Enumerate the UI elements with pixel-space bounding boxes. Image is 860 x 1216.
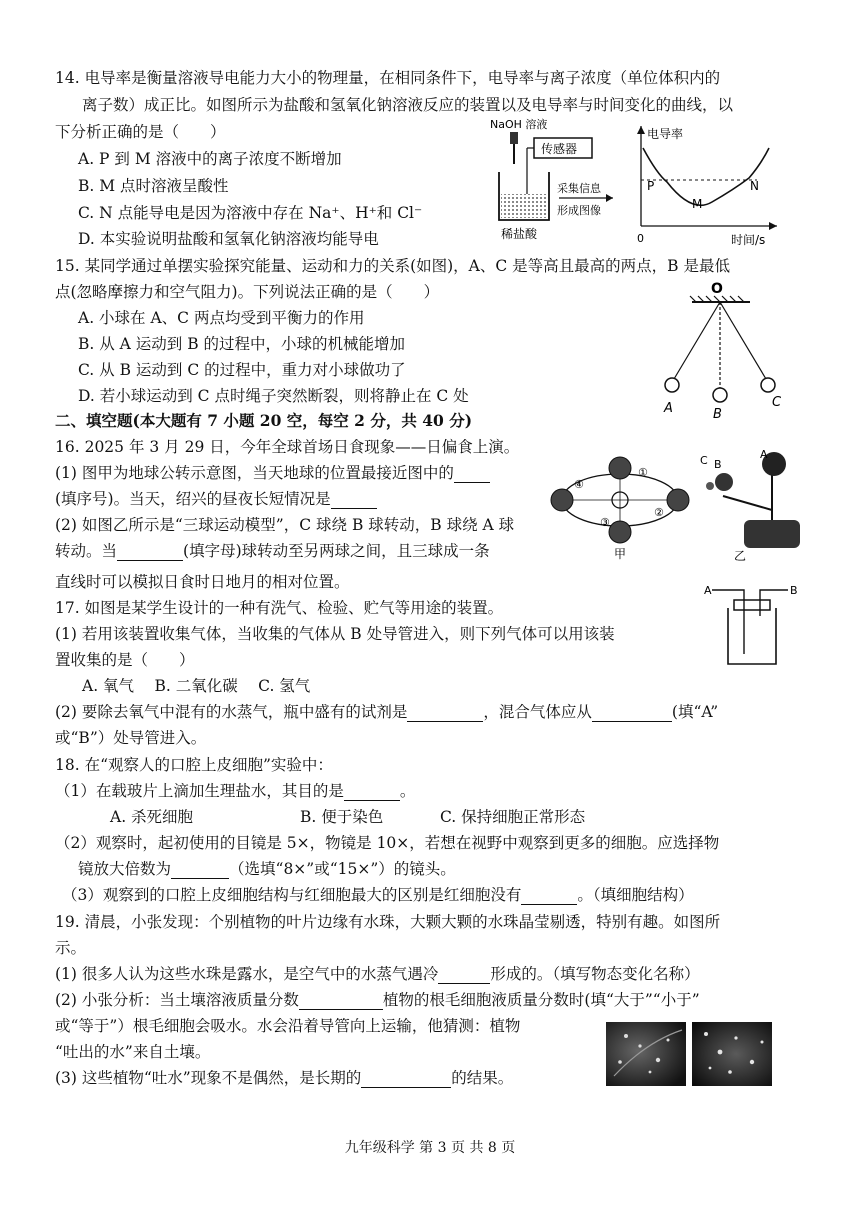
q17-part1-line2: 置收集的是（ ） [55, 651, 195, 669]
q16-part2-post: (填字母)球转动至另两球之间，且三球成一条 [183, 542, 490, 560]
q15-stem-line1: 15. 某同学通过单摆实验探究能量、运动和力的关系(如图)，A、C 是等高且最高的两点，B 是最低 [55, 257, 730, 275]
q18-part3-post: 。（填细胞结构） [577, 886, 694, 904]
q15-option-d: D. 若小球运动到 C 点时绳子突然断裂，则将静止在 C 处 [78, 387, 469, 405]
q17-blank-inlet[interactable] [592, 705, 672, 722]
sensor-label: 传感器 [541, 142, 578, 156]
label-b: B [714, 458, 722, 471]
ball-c [761, 378, 775, 392]
label-a: A [664, 401, 673, 416]
q16-part2-pre: 转动。当 [55, 542, 118, 560]
q14-option-d: D. 本实验说明盐酸和氢氧化钠溶液均能导电 [78, 230, 379, 248]
ball-a [665, 378, 679, 392]
inlet-b-label: B [790, 584, 798, 597]
q18-blank-structure[interactable] [521, 888, 577, 905]
q18-part2-pre: 镜放大倍数为 [78, 860, 172, 878]
q18-option-b: B. 便于染色 [300, 808, 384, 826]
q17-part2-line1 [55, 702, 718, 722]
origin-label: 0 [637, 232, 644, 245]
q16-part1-line1 [55, 463, 490, 483]
q19-part3-post: 的结果。 [451, 1069, 514, 1087]
label-a: A [760, 448, 768, 461]
q16-figure [548, 446, 808, 562]
ball-c-icon [706, 482, 714, 490]
q19-blank-evolution[interactable] [361, 1071, 451, 1088]
q19-stem-line1: 19. 清晨，小张发现：个别植物的叶片边缘有水珠，大颗大颗的水珠晶莹剔透，特别有趣。如图所 [55, 913, 721, 931]
point-p: P [647, 179, 655, 193]
q18-option-c: C. 保持细胞正常形态 [440, 808, 586, 826]
q18-part3 [62, 885, 694, 905]
q19-part2-line3: “吐出的水”来自土壤。 [55, 1043, 211, 1061]
x-axis-label: 时间/s [731, 233, 766, 247]
q16-stem: 16. 2025 年 3 月 29 日，今年全球首场日食现象——日偏食上演。 [55, 438, 520, 456]
ball-b-icon [715, 473, 733, 491]
q17-part1-line1: (1) 若用该装置收集气体，当收集的气体从 B 处导管进入，则下列气体可以用该装 [55, 625, 615, 643]
q16-part2-line1: (2) 如图乙所示是“三球运动模型”，C 球绕 B 球转动，B 球绕 A 球 [55, 516, 515, 534]
leaf-photo-left [606, 1022, 686, 1086]
q19-part2-pre: (2) 小张分析：当土壤溶液质量分数 [55, 991, 299, 1009]
q14-option-b: B. M 点时溶液呈酸性 [78, 177, 229, 195]
earth-position-1-icon [609, 457, 631, 479]
q16-blank-ball[interactable] [117, 544, 183, 561]
pivot-label-o: O [711, 281, 723, 297]
q19-part2-line1 [55, 990, 700, 1010]
marker-4: ④ [574, 478, 584, 491]
q16-blank-position[interactable] [454, 466, 490, 483]
marker-1: ① [638, 466, 648, 479]
q15-stem-line2: 点(忽略摩擦力和空气阻力)。下列说法正确的是（ ） [55, 283, 440, 301]
q19-blank-comparison[interactable] [299, 993, 383, 1010]
q18-part2-post: （选填“8×”或“15×”）的镜头。 [229, 860, 456, 878]
string-c [720, 302, 766, 379]
q14-stem-line1: 14. 电导率是衡量溶液导电能力大小的物理量，在相同条件下，电导率与离子浓度（单位体积内的 [55, 69, 721, 87]
section-two-heading: 二、填空题(本大题有 7 小题 20 空，每空 2 分，共 40 分) [55, 411, 473, 430]
q19-part1 [55, 964, 700, 984]
q18-part3-pre: （3）观察到的口腔上皮细胞结构与红细胞最大的区别是红细胞没有 [62, 886, 522, 904]
earth-position-3-icon [609, 521, 631, 543]
q19-stem-line2: 示。 [55, 939, 87, 957]
inlet-a-label: A [704, 584, 712, 597]
acid-label: 稀盐酸 [501, 227, 538, 241]
q14-option-a: A. P 到 M 溶液中的离子浓度不断增加 [78, 150, 342, 168]
q17-blank-reagent[interactable] [407, 705, 483, 722]
bottle [728, 608, 776, 664]
q17-stem: 17. 如图是某学生设计的一种有洗气、检验、贮气等用途的装置。 [55, 599, 504, 617]
y-axis-label: 电导率 [647, 127, 684, 141]
q15-option-b: B. 从 A 运动到 B 的过程中，小球的机械能增加 [78, 335, 406, 353]
label-b: B [713, 407, 722, 420]
dropper-bulb [510, 132, 518, 144]
q16-part2-line2 [55, 541, 490, 561]
q15-pendulum-figure [650, 280, 800, 420]
figure-yi-label: 乙 [734, 549, 747, 562]
earth-position-2-icon [667, 489, 689, 511]
q19-part3-pre: (3) 这些植物“吐水”现象不是偶然，是长期的 [55, 1069, 362, 1087]
q16-part1-text2: (填序号)。当天，绍兴的昼夜长短情况是 [55, 490, 331, 508]
conductivity-curve [643, 148, 769, 205]
q19-part1-post: 形成的。（填写物态变化名称） [490, 965, 700, 983]
q16-blank-daylength[interactable] [331, 492, 377, 509]
point-n: N [750, 179, 759, 193]
q18-blank-purpose[interactable] [344, 784, 400, 801]
q16-part1-text: (1) 图甲为地球公转示意图，当天地球的位置最接近图中的 [55, 464, 454, 482]
figure-jia-label: 甲 [614, 547, 627, 561]
q17-options: A. 氧气 B. 二氧化碳 C. 氢气 [82, 677, 311, 695]
q18-option-a: A. 杀死细胞 [110, 808, 194, 826]
stopper [734, 600, 770, 610]
q17-part2-line2: 或“B”）处导管进入。 [55, 729, 207, 747]
model-base [744, 520, 800, 548]
q14-figure [487, 116, 787, 251]
q17-part2-text3: (填“A” [671, 703, 719, 721]
string-a [674, 302, 720, 379]
form-label: 形成图像 [557, 204, 601, 217]
q16-part2-line3: 直线时可以模拟日食时日地月的相对位置。 [55, 573, 350, 591]
q19-part1-pre: (1) 很多人认为这些水珠是露水，是空气中的水蒸气遇冷 [55, 965, 439, 983]
q19-blank-phase-change[interactable] [438, 967, 490, 984]
q14-stem-line2: 离子数）成正比。如图所示为盐酸和氢氧化钠溶液反应的装置以及电导率与时间变化的曲线，以 [82, 96, 734, 114]
q18-part2-line2 [78, 859, 456, 879]
collect-label: 采集信息 [557, 182, 601, 195]
q15-option-c: C. 从 B 运动到 C 的过程中，重力对小球做功了 [78, 361, 406, 379]
q14-stem-line3: 下分析正确的是（ ） [55, 123, 226, 141]
arrow-head [606, 194, 613, 202]
q18-part1-text: （1）在载玻片上滴加生理盐水，其目的是 [55, 782, 344, 800]
page-footer: 九年级科学 第 3 页 共 8 页 [344, 1140, 516, 1156]
naoh-label: NaOH 溶液 [490, 118, 548, 131]
marker-3: ③ [600, 516, 610, 529]
earth-position-4-icon [551, 489, 573, 511]
q17-part2-text: (2) 要除去氧气中混有的水蒸气，瓶中盛有的试剂是 [55, 703, 408, 721]
q18-part2-line1: （2）观察时，起初使用的目镜是 5×，物镜是 10×，若想在视野中观察到更多的细胞。应选择物 [55, 834, 720, 852]
q17-gas-bottle-figure [700, 580, 800, 668]
q15-option-a: A. 小球在 A、C 两点均受到平衡力的作用 [78, 309, 365, 327]
beaker-liquid [501, 194, 547, 218]
q19-part2-post: 植物的根毛细胞液质量分数时(填“大于”“小于” [382, 991, 700, 1009]
point-m: M [692, 197, 703, 211]
q19-part3 [55, 1068, 513, 1088]
marker-2: ② [654, 506, 664, 519]
q18-part1-end: 。 [399, 782, 416, 800]
label-c: C [700, 454, 708, 467]
q16-part1-line2 [55, 489, 377, 509]
q17-part2-text2: ，混合气体应从 [483, 703, 592, 721]
q18-stem: 18. 在“观察人的口腔上皮细胞”实验中： [55, 756, 333, 774]
leaf-photo-right [692, 1022, 772, 1086]
q19-leaf-photos [606, 1022, 772, 1086]
q14-option-c: C. N 点能导电是因为溶液中存在 Na⁺、H⁺和 Cl⁻ [78, 204, 423, 222]
q18-part1 [55, 781, 415, 801]
ball-b [713, 388, 727, 402]
label-c: C [772, 395, 782, 410]
q19-part2-line2: 或“等于”）根毛细胞会吸水。水会沿着导管向上运输，他猜测：植物 [55, 1017, 521, 1035]
q18-blank-magnification[interactable] [171, 862, 229, 879]
